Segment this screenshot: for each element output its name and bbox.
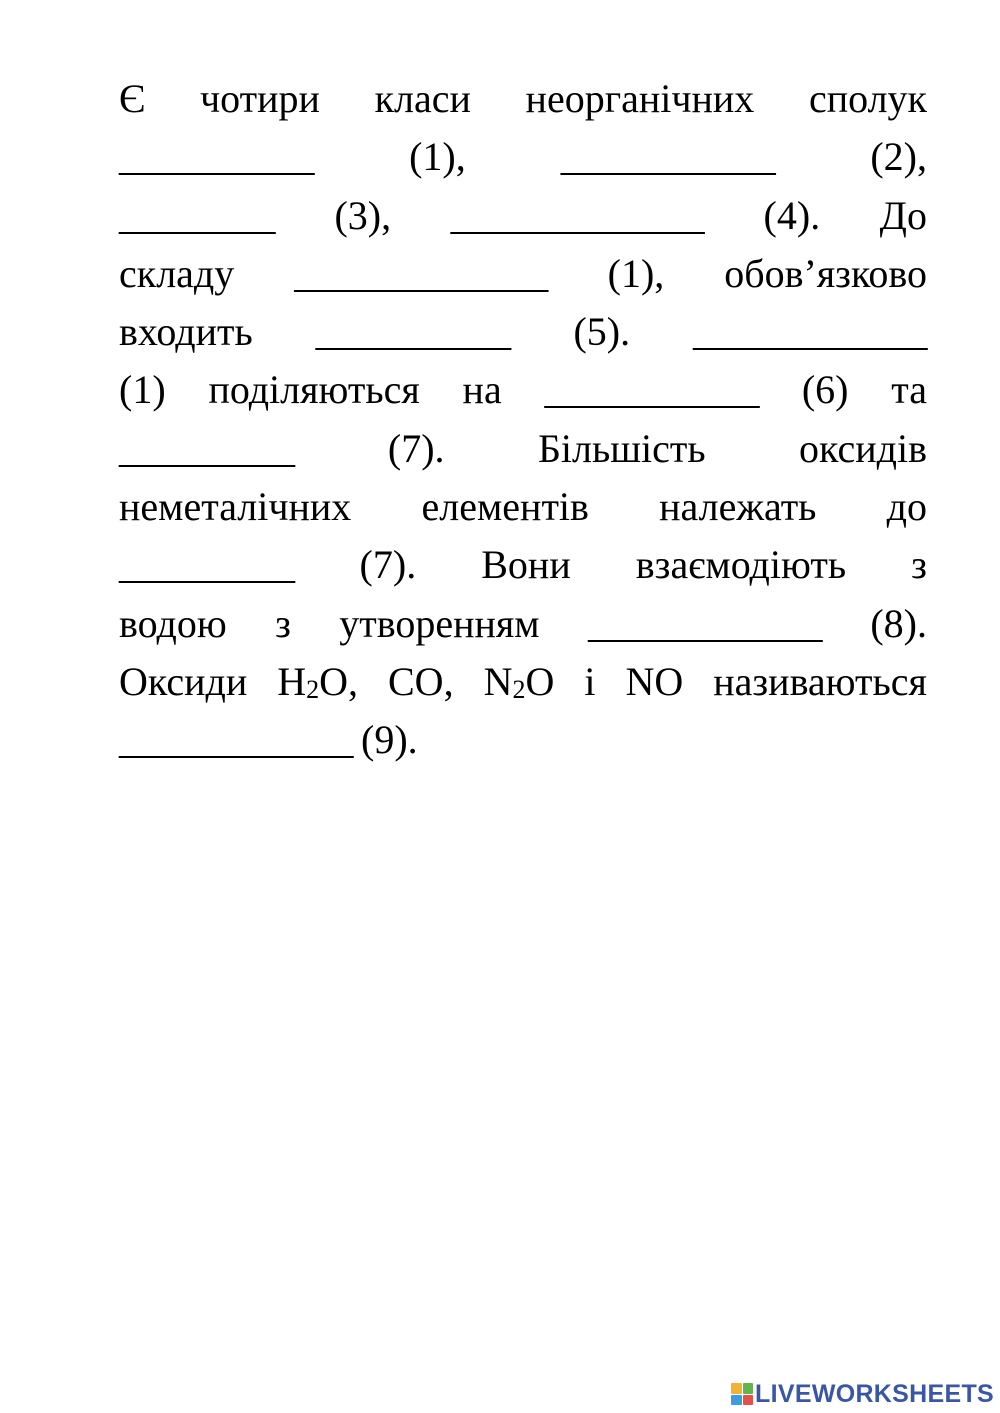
word: (2), bbox=[870, 134, 927, 180]
word: (7). bbox=[359, 542, 417, 588]
text-line-5 bbox=[119, 303, 927, 361]
element-symbol: H bbox=[277, 658, 307, 704]
word: взаємодіють bbox=[635, 542, 847, 588]
text-line-11 bbox=[119, 653, 927, 711]
word: (9). bbox=[361, 717, 418, 763]
formula-n2o bbox=[484, 653, 555, 711]
word: (1) bbox=[119, 367, 166, 413]
word: оксидів bbox=[799, 425, 927, 471]
logo-square-blue bbox=[731, 1395, 742, 1406]
worksheet-text bbox=[119, 70, 927, 770]
word: на bbox=[462, 367, 502, 413]
brand-text: LIVEWORKSHEETS bbox=[755, 1379, 994, 1408]
word: з bbox=[275, 600, 291, 646]
text-line-12 bbox=[119, 711, 927, 769]
formula-rest: O bbox=[525, 658, 555, 704]
formula-rest: O, bbox=[319, 658, 359, 704]
answer-blank-2[interactable]: ___________ bbox=[560, 134, 776, 180]
word: Більшість bbox=[537, 425, 706, 471]
word: складу bbox=[119, 250, 235, 296]
word: водою bbox=[119, 600, 227, 646]
liveworksheets-brand[interactable] bbox=[731, 1381, 994, 1407]
word: (8). bbox=[870, 600, 927, 646]
word: та bbox=[891, 367, 927, 413]
word: Оксиди bbox=[119, 658, 248, 704]
answer-blank-4[interactable]: _____________ bbox=[450, 192, 705, 238]
element-symbol: N bbox=[483, 658, 513, 704]
text-line-9 bbox=[119, 536, 927, 594]
liveworksheets-logo-icon bbox=[731, 1383, 753, 1405]
text-line-8 bbox=[119, 478, 927, 536]
word: До bbox=[879, 192, 927, 238]
logo-square-yellow bbox=[731, 1383, 742, 1394]
word: класи bbox=[374, 76, 471, 121]
word: (7). bbox=[387, 425, 445, 471]
word: утворенням bbox=[339, 600, 540, 646]
word: (4). bbox=[763, 192, 821, 238]
word: (3), bbox=[334, 192, 392, 238]
subscript: 2 bbox=[512, 674, 526, 704]
text-line-4 bbox=[119, 245, 927, 303]
word: з bbox=[911, 542, 927, 588]
word: (5). bbox=[573, 309, 631, 355]
word: (1), bbox=[607, 250, 665, 296]
answer-blank-12[interactable]: ____________ bbox=[119, 717, 353, 763]
word: належать bbox=[659, 484, 817, 530]
word: обов’язково bbox=[724, 250, 927, 296]
word: до bbox=[886, 484, 927, 530]
answer-blank-1[interactable]: __________ bbox=[119, 134, 314, 180]
logo-square-green bbox=[743, 1383, 754, 1394]
word: поділяються bbox=[208, 367, 420, 413]
answer-blank-5[interactable]: _____________ bbox=[294, 250, 548, 296]
answer-blank-10[interactable]: _________ bbox=[119, 542, 295, 588]
text-line-7 bbox=[119, 420, 927, 478]
word: Є bbox=[119, 76, 146, 121]
word: називаються bbox=[713, 658, 927, 704]
subscript: 2 bbox=[306, 674, 320, 704]
answer-blank-7[interactable]: ____________ bbox=[692, 309, 927, 355]
text-line-1 bbox=[119, 70, 927, 128]
text-line-6 bbox=[119, 361, 927, 419]
answer-blank-8[interactable]: ___________ bbox=[544, 367, 760, 413]
text-line-2 bbox=[119, 128, 927, 186]
formula-co: CO, bbox=[388, 658, 454, 704]
word: неорганічних bbox=[525, 76, 755, 121]
logo-square-red bbox=[743, 1395, 754, 1406]
answer-blank-9[interactable]: _________ bbox=[119, 425, 295, 471]
word: чотири bbox=[200, 76, 320, 121]
text-line-3 bbox=[119, 187, 927, 245]
word: (1), bbox=[409, 134, 466, 180]
word: Вони bbox=[481, 542, 571, 588]
answer-blank-6[interactable]: __________ bbox=[315, 309, 511, 355]
formula-no: NO bbox=[625, 658, 684, 704]
word: (6) bbox=[801, 367, 849, 413]
word: елементів bbox=[421, 484, 589, 530]
word: входить bbox=[119, 309, 253, 355]
answer-blank-3[interactable]: ________ bbox=[119, 192, 275, 238]
word: сполук bbox=[808, 76, 927, 121]
text-line-10 bbox=[119, 595, 927, 653]
answer-blank-11[interactable]: ____________ bbox=[587, 600, 822, 646]
word: і bbox=[584, 658, 596, 704]
word: неметалічних bbox=[119, 484, 352, 530]
formula-h2o bbox=[277, 653, 358, 711]
